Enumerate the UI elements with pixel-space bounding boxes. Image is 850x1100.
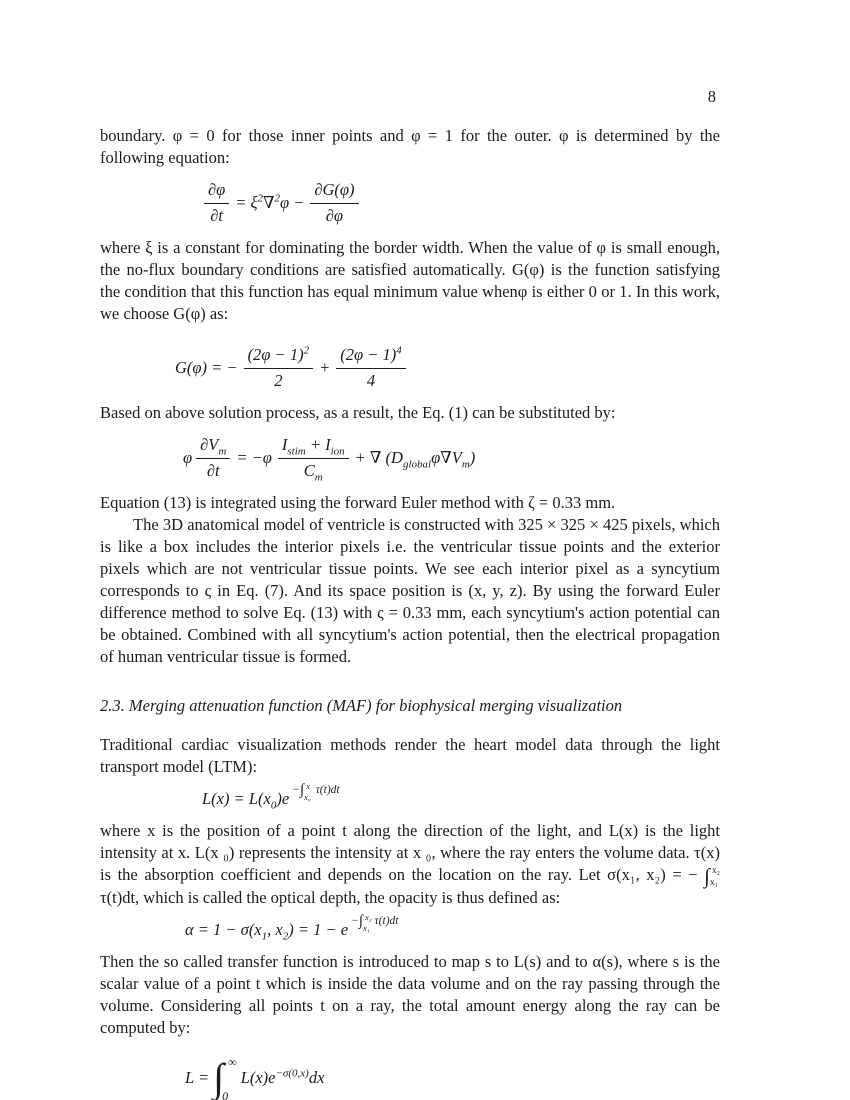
fraction (204, 180, 229, 226)
integral-icon: ∫ (213, 1055, 225, 1100)
exponent: −σ(0,x) (275, 1067, 309, 1080)
fraction (196, 435, 230, 481)
page-number: 8 (707, 87, 716, 106)
integral-icon: ∫ (299, 782, 305, 798)
para-where-x (100, 820, 720, 909)
integral-icon: ∫ (704, 864, 710, 889)
euler-e: ) = 1 − e (288, 920, 349, 940)
numerator-base: (2φ − 1) (340, 345, 397, 364)
equation-vm (183, 435, 720, 484)
minus-sign: − (351, 915, 359, 928)
equation-lhs: G(φ) = − (175, 358, 238, 377)
integrand: τ(t)dt (371, 915, 399, 928)
lower-limit: x₁ (362, 923, 370, 934)
integrand-base: L(x)e (240, 1068, 276, 1088)
upper-limit: ∞ (228, 1055, 237, 1070)
fraction-denominator (303, 459, 323, 484)
lower-limit: 0 (222, 1089, 229, 1100)
exponent-group (292, 780, 339, 800)
equation-lhs (202, 789, 290, 812)
equation-alpha (183, 912, 720, 943)
fraction-numerator (244, 345, 314, 369)
fraction (336, 345, 406, 391)
fraction (244, 345, 314, 391)
fraction-denominator: ∂t (206, 461, 220, 480)
equation-ltm (200, 781, 720, 812)
integral-limits (222, 1053, 237, 1100)
integrand: τ(t)dt (312, 784, 340, 796)
subscript: global (402, 458, 432, 471)
phi-symbol: φ (280, 193, 290, 212)
fraction-numerator: ∂G(φ) (310, 180, 358, 204)
para-transfer-function: Then the so called transfer function is introduced to map s to L(s) and to α(s), where s is the scalar value of a point t which is inside the data volume and on the ray passing through the volume. Considering all points t on a ray, the total amount energy along the ray can be computed by: (100, 952, 720, 1038)
lhs-base: L(x) = L(x (202, 789, 271, 808)
para-part1: where x is the position of a point t along the direction of the light, and L(x) is the light intensity at x. L(x ₀) represents the intensity at x ₀, where the ray enters the volume data. τ(x) is the absorption coefficient and depends on the location on the ray. Let σ(x₁, x₂) = − (100, 821, 720, 884)
subscript: m (314, 471, 323, 484)
para-equation-13: Equation (13) is integrated using the forward Euler method with ζ = 0.33 mm. (100, 493, 616, 512)
para-where-xi: where ξ is a constant for dominating the border width. When the value of φ is small enough, the no-flux boundary conditions are satisfied automatically. G(φ) is the function satisfying the condition that this function has equal minimum value whenφ is either 0 or 1. In this work, we choose G(φ) as: (100, 238, 720, 323)
para-based-on: Based on above solution process, as a result, the Eq. (1) can be substituted by: (100, 403, 616, 422)
subscript: m (218, 445, 227, 458)
euler-e: )e (276, 789, 290, 808)
subscript: 1 (261, 930, 268, 943)
subscript: 0 (270, 799, 277, 812)
nabla-term: + ∇ (D (354, 448, 403, 467)
fraction-numerator (278, 435, 349, 459)
phi-symbol: φ (183, 448, 193, 467)
big-integral (213, 1053, 239, 1100)
current-stim: I (281, 435, 288, 454)
upper-limit: x₂ (364, 912, 372, 923)
xi-symbol: ξ (250, 193, 258, 212)
equation-lhs (185, 920, 349, 943)
equation-g-phi (173, 345, 720, 391)
closing-paren: ) (469, 448, 476, 467)
diffusion-term (354, 448, 476, 471)
plus-sign: + (319, 358, 331, 377)
fraction (310, 180, 358, 226)
para-traditional: Traditional cardiac visualization methods render the heart model data through the light transport model (LTM): (100, 735, 720, 776)
minus-sign: − (293, 193, 305, 212)
subscript: 2 (282, 930, 289, 943)
equation-phase-field (200, 180, 720, 226)
fraction-numerator: ∂φ (204, 180, 229, 204)
gradient-term: φ∇V (431, 448, 462, 467)
numerator-base: (2φ − 1) (247, 345, 304, 364)
differential: dx (308, 1068, 325, 1088)
lower-limit: x₀ (304, 792, 311, 802)
para-part2: τ(t)dt, which is called the optical depth, the opacity is thus defined as: (100, 888, 561, 908)
fraction-denominator: 4 (366, 371, 376, 390)
lhs-mid: , x (267, 920, 283, 940)
nabla-symbol: ∇ (263, 193, 275, 212)
section-heading: 2.3. Merging attenuation function (MAF) for biophysical merging visualization (100, 696, 623, 715)
integral-limits (710, 866, 718, 888)
xi-term (250, 193, 289, 213)
subscript: m (461, 458, 470, 471)
fraction-denominator: 2 (274, 371, 283, 390)
subscript: stim (287, 445, 306, 458)
equals-sign: = −φ (236, 448, 272, 467)
numerator-base: ∂V (200, 435, 219, 454)
current-ion: + I (305, 435, 331, 454)
lower-limit: x₁ (709, 878, 718, 889)
integral-limits (304, 782, 311, 802)
fraction-numerator (336, 345, 406, 369)
superscript: 2 (274, 192, 281, 205)
exponent-group (351, 911, 399, 934)
lhs-base: α = 1 − σ(x (185, 920, 262, 940)
superscript: 2 (257, 192, 264, 205)
integral-icon: ∫ (358, 913, 363, 930)
upper-limit: x (306, 781, 310, 791)
superscript: 2 (303, 344, 310, 357)
equation-lhs: L = (185, 1068, 210, 1088)
integral-limits (363, 913, 370, 933)
minus-sign: − (292, 784, 300, 796)
subscript: ion (330, 445, 345, 458)
upper-limit: x₂ (711, 866, 720, 877)
fraction-denominator: ∂φ (325, 206, 344, 225)
superscript: 4 (396, 344, 402, 357)
para-3d-model: The 3D anatomical model of ventricle is constructed with 325 × 325 × 425 pixels, which is like a box includes the interior pixels i.e. the ventricular tissue points and the exterior pixels which are not ventricular tissue points. We see each interior pixel as a syncytium corresponds to ς in Eq. (7). And its space position is (x, y, z). By using the forward Euler difference method to solve Eq. (13) with ς = 0.33 mm, each syncytium's action potential can be obtained. Combined with all syncytium's action potential, then the electrical propagation of human ventricular tissue is formed. (100, 515, 720, 666)
integrand-group (241, 1068, 325, 1088)
para-boundary: boundary. φ = 0 for those inner points and φ = 1 for the outer. φ is determined by the following equation: (100, 126, 720, 167)
fraction-numerator (196, 435, 230, 459)
fraction (278, 435, 349, 484)
equation-total-energy (183, 1053, 720, 1100)
capacitance-symbol: C (303, 461, 315, 480)
text-column (100, 86, 720, 1100)
equals-sign: = (235, 193, 247, 212)
inline-integral (704, 865, 720, 887)
fraction-denominator: ∂t (210, 206, 224, 225)
